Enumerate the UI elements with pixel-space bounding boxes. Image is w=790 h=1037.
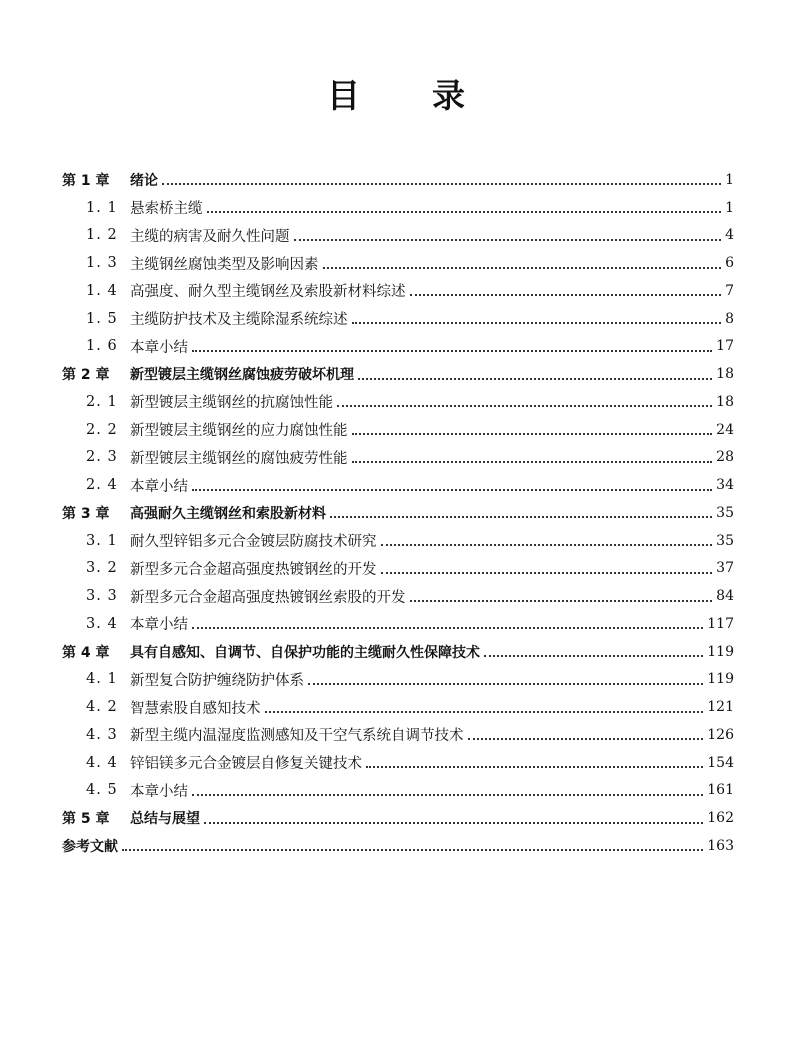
toc-entry-page: 37	[716, 560, 734, 577]
toc-entry-page: 24	[716, 421, 734, 438]
toc-entry-title: 本章小结	[130, 783, 188, 800]
toc-entry-page: 4	[725, 227, 734, 244]
toc-entry-number: 第 2 章	[62, 367, 110, 384]
toc-entry-page: 84	[716, 588, 734, 605]
dot-leader	[122, 848, 703, 851]
toc-entry-page: 117	[707, 615, 734, 632]
dot-leader	[366, 765, 703, 768]
toc-entry-number: 4. 1	[86, 671, 118, 688]
dot-leader	[265, 710, 704, 713]
toc-entry-number: 4. 3	[86, 726, 118, 743]
dot-leader	[468, 737, 704, 740]
toc-section-entry[interactable]	[62, 610, 734, 638]
toc-entry-number: 1. 3	[86, 255, 118, 272]
toc-entry-page: 6	[725, 255, 734, 272]
toc-chapter-entry[interactable]	[62, 804, 734, 832]
toc-entry-number: 3. 4	[86, 615, 118, 632]
toc-entry-number: 2. 1	[86, 393, 118, 410]
toc-entry-page: 17	[716, 338, 734, 355]
toc-entry-number: 3. 3	[86, 588, 118, 605]
dot-leader	[352, 460, 713, 463]
toc-entry-title: 本章小结	[130, 478, 188, 495]
toc-entry-page: 161	[707, 782, 734, 799]
toc-entry-number: 4. 5	[86, 782, 118, 799]
toc-entry-title: 新型镀层主缆钢丝的应力腐蚀性能	[130, 423, 348, 440]
dot-leader	[192, 793, 703, 796]
toc-chapter-entry[interactable]	[62, 499, 734, 527]
toc-entry-page: 18	[716, 393, 734, 410]
toc-section-entry[interactable]	[62, 777, 734, 805]
toc-entry-title: 新型多元合金超高强度热镀钢丝索股的开发	[130, 589, 406, 606]
toc-references-entry[interactable]	[62, 832, 734, 860]
toc-entry-page: 119	[707, 671, 734, 688]
toc-entry-number: 第 5 章	[62, 811, 110, 828]
toc-entry-title: 本章小结	[130, 617, 188, 634]
toc-entry-page: 163	[707, 837, 734, 854]
dot-leader	[410, 293, 722, 296]
dot-leader	[352, 432, 713, 435]
toc-chapter-entry[interactable]	[62, 360, 734, 388]
toc-entry-page: 126	[707, 726, 734, 743]
toc-entry-title: 高强度、耐久型主缆钢丝及索股新材料综述	[130, 284, 406, 301]
dot-leader	[358, 377, 712, 380]
dot-leader	[484, 654, 703, 657]
toc-entry-title: 新型镀层主缆钢丝腐蚀疲劳破坏机理	[130, 367, 354, 384]
toc-section-entry[interactable]	[62, 222, 734, 250]
toc-section-entry[interactable]	[62, 305, 734, 333]
toc-entry-title: 新型镀层主缆钢丝的抗腐蚀性能	[130, 395, 333, 412]
toc-entry-title: 绪论	[130, 172, 158, 189]
toc-entry-title: 高强耐久主缆钢丝和索股新材料	[130, 505, 326, 522]
toc-section-entry[interactable]	[62, 388, 734, 416]
toc-entry-number: 1. 2	[86, 227, 118, 244]
toc-section-entry[interactable]	[62, 582, 734, 610]
toc-section-entry[interactable]	[62, 416, 734, 444]
toc-entry-title: 智慧索股自感知技术	[130, 700, 261, 717]
toc-entry-page: 121	[707, 699, 734, 716]
toc-entry-title: 锌铝镁多元合金镀层自修复关键技术	[130, 756, 362, 773]
toc-entry-page: 1	[725, 199, 734, 216]
toc-entry-title: 具有自感知、自调节、自保护功能的主缆耐久性保障技术	[130, 644, 480, 661]
title-char-2: 录	[432, 76, 467, 115]
toc-entry-title: 参考文献	[62, 838, 118, 855]
dot-leader	[162, 182, 721, 185]
toc-entry-title: 主缆防护技术及主缆除湿系统综述	[130, 312, 348, 329]
dot-leader	[207, 210, 722, 213]
toc-section-entry[interactable]	[62, 555, 734, 583]
dot-leader	[330, 515, 712, 518]
table-of-contents	[62, 166, 734, 860]
toc-entry-number: 第 4 章	[62, 644, 110, 661]
toc-chapter-entry[interactable]	[62, 638, 734, 666]
toc-entry-title: 新型多元合金超高强度热镀钢丝的开发	[130, 561, 377, 578]
toc-entry-title: 新型主缆内温湿度监测感知及干空气系统自调节技术	[130, 728, 464, 745]
toc-section-entry[interactable]	[62, 194, 734, 222]
toc-section-entry[interactable]	[62, 527, 734, 555]
toc-entry-page: 35	[716, 504, 734, 521]
toc-entry-page: 35	[716, 532, 734, 549]
dot-leader	[410, 599, 713, 602]
toc-section-entry[interactable]	[62, 277, 734, 305]
dot-leader	[323, 266, 722, 269]
toc-entry-page: 8	[725, 310, 734, 327]
toc-entry-number: 第 1 章	[62, 172, 110, 189]
dot-leader	[204, 821, 703, 824]
toc-entry-page: 162	[707, 810, 734, 827]
dot-leader	[381, 543, 713, 546]
toc-entry-title: 总结与展望	[130, 811, 200, 828]
toc-entry-number: 2. 4	[86, 477, 118, 494]
toc-entry-number: 2. 3	[86, 449, 118, 466]
toc-section-entry[interactable]	[62, 249, 734, 277]
toc-entry-number: 1. 5	[86, 310, 118, 327]
toc-entry-number: 3. 2	[86, 560, 118, 577]
toc-entry-number: 2. 2	[86, 421, 118, 438]
dot-leader	[308, 682, 703, 685]
toc-entry-page: 34	[716, 477, 734, 494]
toc-entry-title: 悬索桥主缆	[130, 201, 203, 218]
toc-entry-number: 4. 2	[86, 699, 118, 716]
toc-section-entry[interactable]	[62, 693, 734, 721]
toc-entry-number: 1. 4	[86, 282, 118, 299]
toc-section-entry[interactable]	[62, 471, 734, 499]
toc-section-entry[interactable]	[62, 749, 734, 777]
toc-entry-number: 1. 1	[86, 199, 118, 216]
toc-entry-page: 154	[707, 754, 734, 771]
toc-entry-page: 28	[716, 449, 734, 466]
dot-leader	[192, 488, 712, 491]
toc-entry-title: 新型复合防护缠绕防护体系	[130, 672, 304, 689]
dot-leader	[381, 571, 713, 574]
toc-chapter-entry[interactable]	[62, 166, 734, 194]
toc-entry-number: 第 3 章	[62, 505, 110, 522]
dot-leader	[192, 349, 712, 352]
toc-entry-number: 4. 4	[86, 754, 118, 771]
dot-leader	[294, 238, 722, 241]
toc-section-entry[interactable]	[62, 333, 734, 361]
dot-leader	[192, 626, 703, 629]
toc-entry-title: 主缆的病害及耐久性问题	[130, 228, 290, 245]
toc-entry-page: 18	[716, 366, 734, 383]
toc-entry-page: 7	[725, 282, 734, 299]
toc-entry-number: 1. 6	[86, 338, 118, 355]
toc-entry-title: 主缆钢丝腐蚀类型及影响因素	[130, 256, 319, 273]
toc-entry-title: 本章小结	[130, 339, 188, 356]
toc-entry-title: 新型镀层主缆钢丝的腐蚀疲劳性能	[130, 450, 348, 467]
dot-leader	[352, 321, 722, 324]
toc-section-entry[interactable]	[62, 666, 734, 694]
title-char-1: 目	[327, 76, 362, 115]
toc-entry-title: 耐久型锌铝多元合金镀层防腐技术研究	[130, 534, 377, 551]
toc-entry-page: 119	[707, 643, 734, 660]
toc-section-entry[interactable]	[62, 721, 734, 749]
dot-leader	[337, 404, 712, 407]
toc-entry-page: 1	[725, 171, 734, 188]
toc-section-entry[interactable]	[62, 444, 734, 472]
toc-entry-number: 3. 1	[86, 532, 118, 549]
